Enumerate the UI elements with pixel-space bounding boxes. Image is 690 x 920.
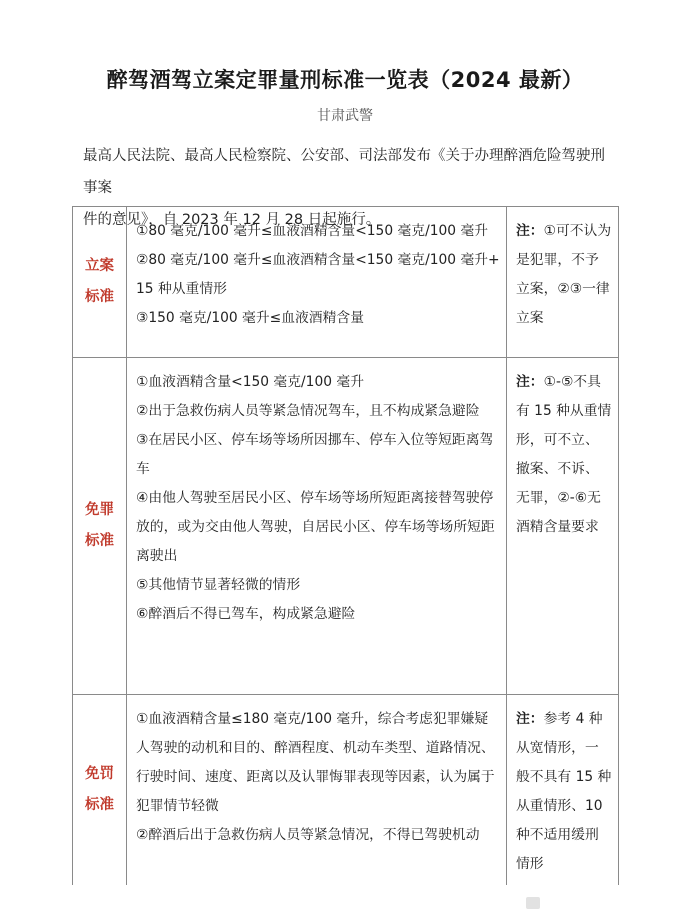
criteria-line: 放的，或为交由他人驾驶，自居民小区、停车场等场所短距 bbox=[136, 519, 495, 535]
criteria-line: 犯罪情节轻微 bbox=[136, 798, 219, 814]
intro-line: 件的意见》，自 2023 年 12 月 28 日起施行。 bbox=[83, 212, 381, 228]
note-text: ①-⑤不具有 15 种从重情形，可不立、撤案、不诉、无罪，②-⑥无酒精含量要求 bbox=[516, 374, 612, 535]
note-cell bbox=[507, 358, 619, 694]
table-row-penalty-exemption bbox=[73, 695, 619, 885]
note-text: ①可不认为是犯罪，不予立案，②③一律立案 bbox=[516, 223, 612, 326]
criteria-cell bbox=[127, 207, 507, 357]
criteria-line: ①血液酒精含量<150 毫克/100 毫升 bbox=[136, 374, 364, 390]
category-label: 免罚标准 bbox=[85, 766, 114, 813]
criteria-line: ④由他人驾驶至居民小区、停车场等场所短距离接替驾驶停 bbox=[136, 490, 494, 506]
criteria-line: 人驾驶的动机和目的、醉酒程度、机动车类型、道路情况、 bbox=[136, 740, 495, 756]
watermark-logo-icon bbox=[526, 897, 540, 909]
category-cell bbox=[73, 358, 127, 694]
table-row-filing bbox=[73, 207, 619, 358]
criteria-cell bbox=[127, 358, 507, 694]
table-row-exemption bbox=[73, 358, 619, 695]
criteria-line: ③在居民小区、停车场等场所因挪车、停车入位等短距离驾 bbox=[136, 432, 494, 448]
criteria-line: ②出于急救伤病人员等紧急情况驾车，且不构成紧急避险 bbox=[136, 403, 480, 419]
note-label: 注： bbox=[516, 223, 544, 239]
document-title: 醉驾酒驾立案定罪量刑标准一览表（2024 最新） bbox=[106, 68, 584, 92]
criteria-line: 车 bbox=[136, 461, 150, 477]
note-label: 注： bbox=[516, 374, 544, 390]
note-text: 参考 4 种从宽情形，一般不具有 15 种从重情形、10 种不适用缓刑情形 bbox=[516, 711, 612, 872]
criteria-line: ②80 毫克/100 毫升≤血液酒精含量<150 毫克/100 毫升+ bbox=[136, 252, 500, 268]
criteria-line: ⑥醉酒后不得已驾车，构成紧急避险 bbox=[136, 606, 356, 622]
category-cell bbox=[73, 695, 127, 885]
criteria-line: 15 种从重情形 bbox=[136, 281, 227, 297]
note-label: 注： bbox=[516, 711, 544, 727]
note-cell bbox=[507, 207, 619, 357]
watermark bbox=[526, 895, 676, 911]
criteria-cell bbox=[127, 695, 507, 885]
category-cell bbox=[73, 207, 127, 357]
criteria-line: 离驶出 bbox=[136, 548, 178, 564]
note-cell bbox=[507, 695, 619, 885]
category-label: 立案标准 bbox=[85, 258, 114, 305]
standards-table bbox=[72, 206, 619, 885]
intro-line: 最高人民法院、最高人民检察院、公安部、司法部发布《关于办理醉酒危险驾驶刑事案 bbox=[83, 148, 605, 196]
category-label: 免罪标准 bbox=[85, 502, 114, 549]
criteria-line: ①血液酒精含量≤180 毫克/100 毫升，综合考虑犯罪嫌疑 bbox=[136, 711, 489, 727]
source-label: 甘肃武警 bbox=[317, 108, 373, 124]
criteria-line: ①80 毫克/100 毫升≤血液酒精含量<150 毫克/100 毫升 bbox=[136, 223, 489, 239]
criteria-line: 行驶时间、速度、距离以及认罪悔罪表现等因素，认为属于 bbox=[136, 769, 495, 785]
criteria-line: ⑤其他情节显著轻微的情形 bbox=[136, 577, 301, 593]
criteria-line: ③150 毫克/100 毫升≤血液酒精含量 bbox=[136, 310, 364, 326]
criteria-line: ②醉酒后出于急救伤病人员等紧急情况，不得已驾驶机动 bbox=[136, 827, 480, 843]
